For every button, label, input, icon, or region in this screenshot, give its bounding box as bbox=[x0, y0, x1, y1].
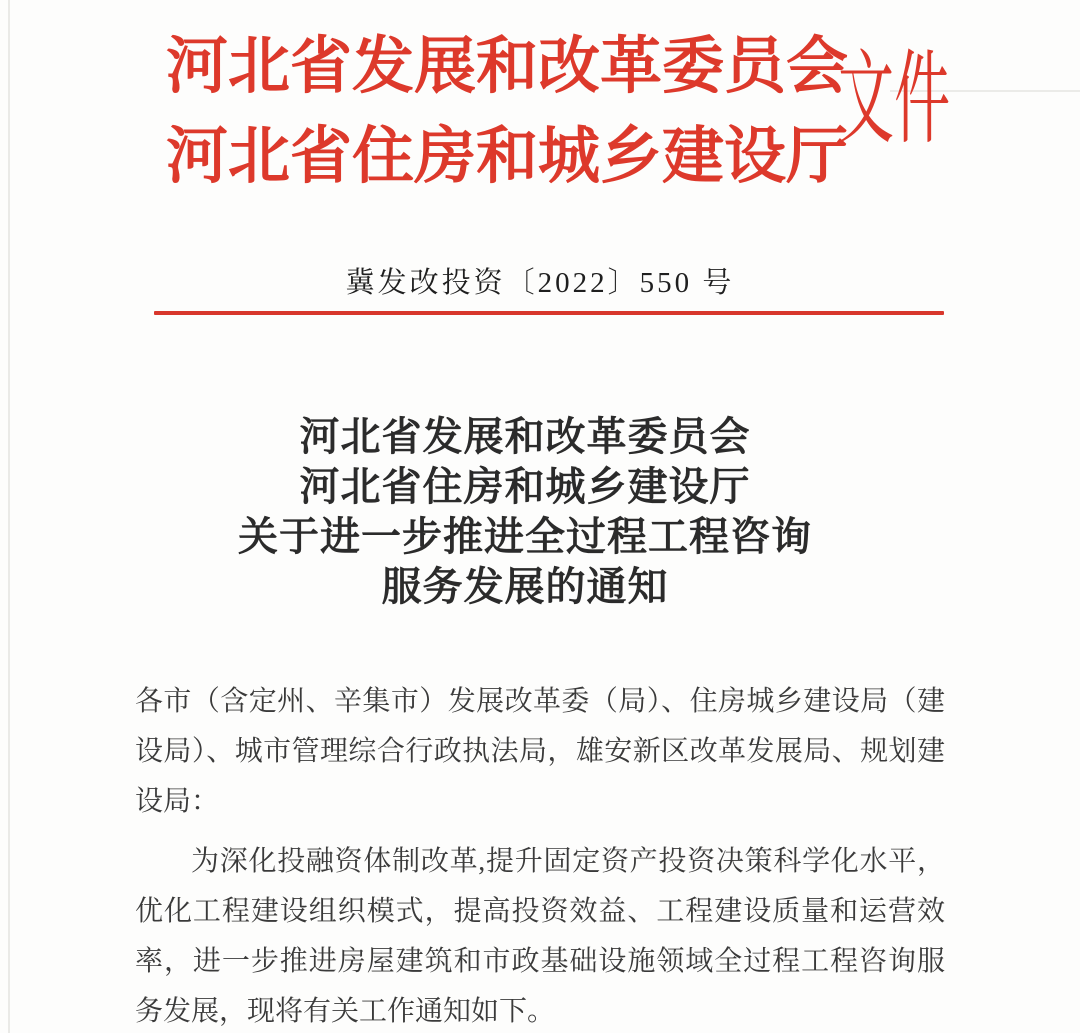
addressee-line1: 各市（含定州、辛集市）发展改革委（局）、住房城乡建设局（建 bbox=[135, 686, 945, 717]
addressee-line2: 设局）、城市管理综合行政执法局，雄安新区改革发展局、规划建 bbox=[135, 736, 945, 767]
title-line3: 关于进一步推进全过程工程咨询 bbox=[238, 514, 812, 559]
masthead-agency-line1: 河北省发展和改革委员会 bbox=[166, 33, 849, 101]
intro-line3: 率，进一步推进房屋建筑和市政基础设施领域全过程工程咨询服 bbox=[135, 946, 945, 977]
title-line1: 河北省发展和改革委员会 bbox=[299, 414, 751, 459]
document-body bbox=[135, 677, 945, 1033]
intro-paragraph bbox=[135, 837, 945, 1033]
intro-line1: 为深化投融资体制改革,提升固定资产投资决策科学化水平， bbox=[191, 846, 945, 877]
title-line4: 服务发展的通知 bbox=[381, 564, 669, 609]
intro-line4: 务发展，现将有关工作通知如下。 bbox=[135, 996, 556, 1027]
masthead-agency-line2: 河北省住房和城乡建设厅 bbox=[166, 123, 849, 191]
red-divider-line bbox=[154, 311, 944, 315]
document-title bbox=[0, 412, 1050, 612]
addressee-paragraph bbox=[135, 677, 945, 827]
intro-line2: 优化工程建设组织模式，提高投资效益、工程建设质量和运营效 bbox=[135, 896, 945, 927]
masthead-document-marker: 文件 bbox=[838, 44, 951, 157]
title-line2: 河北省住房和城乡建设厅 bbox=[299, 464, 751, 509]
document-reference-number: 冀发改投资〔2022〕550 号 bbox=[345, 267, 735, 299]
masthead-agency-names bbox=[166, 22, 848, 202]
addressee-line3: 设局： bbox=[135, 786, 220, 817]
